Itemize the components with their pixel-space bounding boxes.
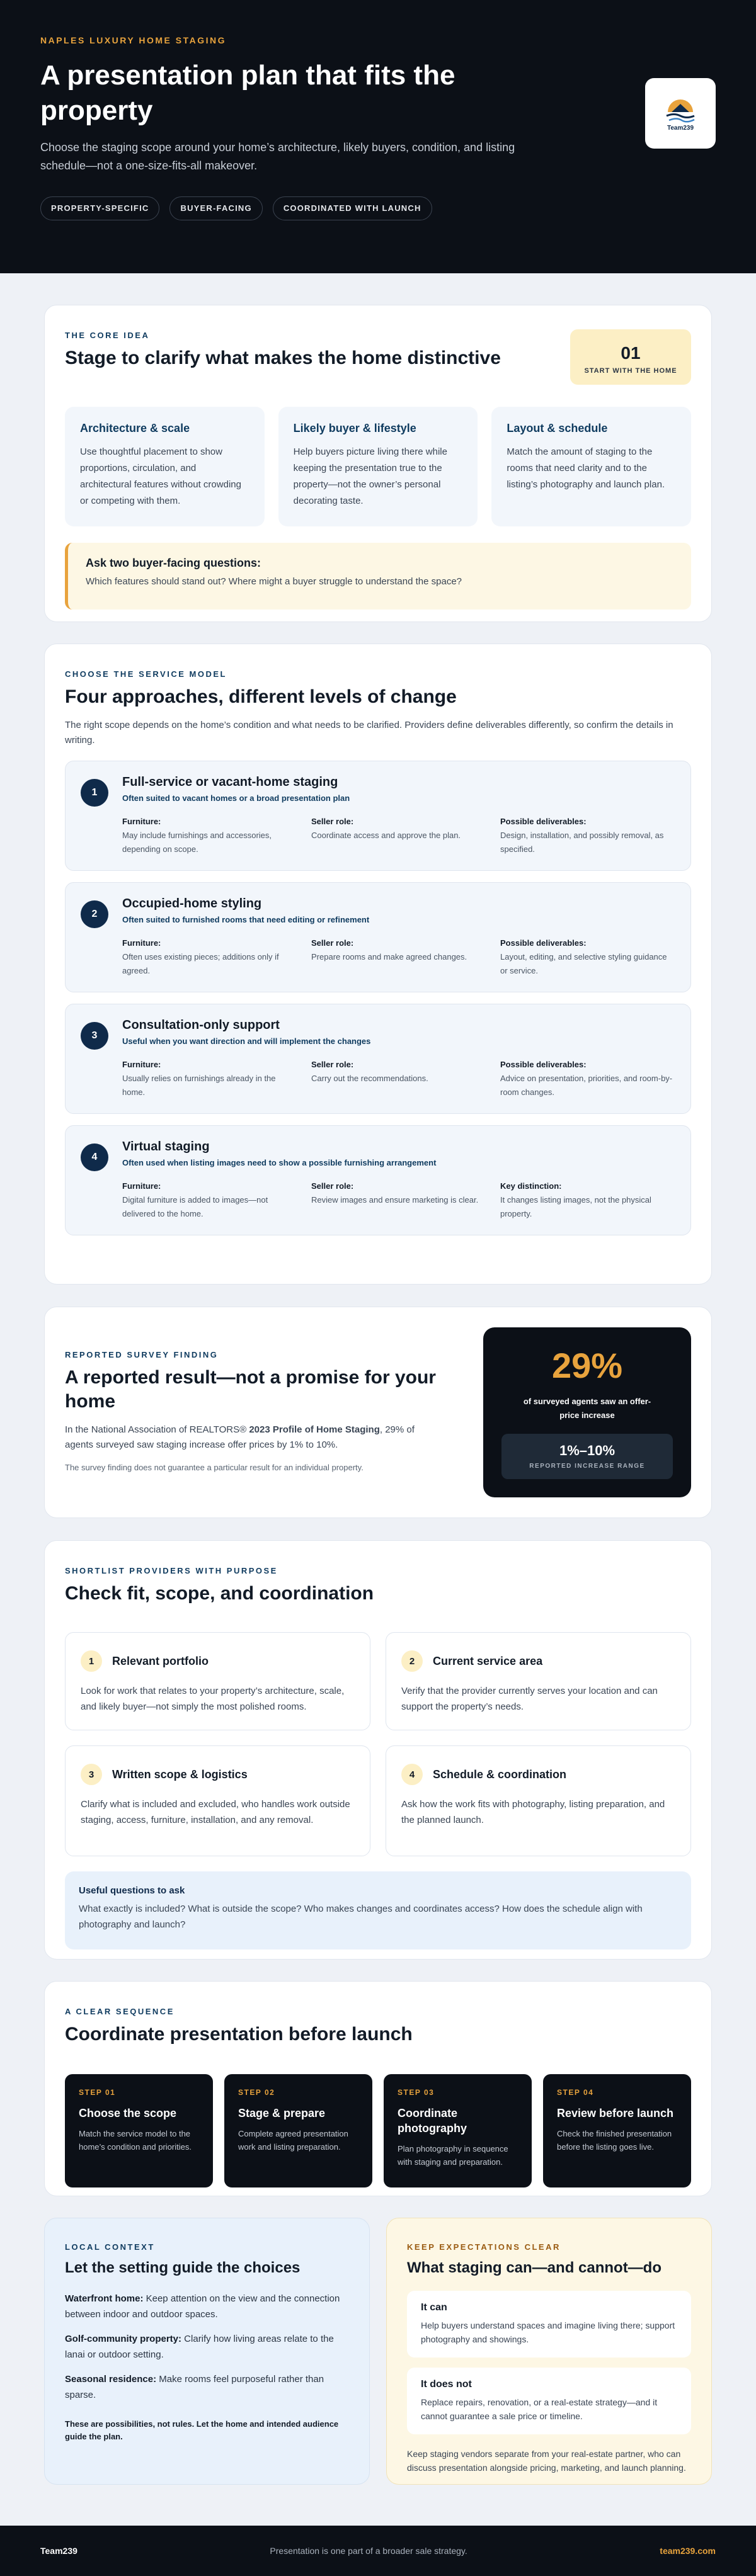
footer-link[interactable]: team239.com [660, 2546, 716, 2556]
detail-text: Coordinate access and approve the plan. [311, 831, 461, 840]
context-item: Golf-community property: Clarify how living areas relate to the lanai or outdoor setting. [65, 2334, 334, 2360]
detail-label: Furniture: [122, 1181, 161, 1191]
survey-section [44, 1307, 712, 1518]
range-value: 1%–10% [559, 1443, 616, 1458]
badge-number: 01 [621, 343, 641, 363]
service-title: Virtual staging [122, 1140, 210, 1154]
detail-label: Seller role: [311, 1181, 354, 1191]
stat-panel [483, 1327, 691, 1497]
service-details [122, 1060, 675, 1099]
detail-text: Advice on presentation, priorities, and room-by-room changes. [500, 1074, 673, 1097]
step-card [224, 2074, 372, 2187]
detail-text: Design, installation, and possibly removal, as specified. [500, 831, 664, 854]
step-text: Check the finished presentation before the listing goes live. [557, 2129, 672, 2152]
detail-label: Seller role: [311, 938, 354, 948]
checklist-text: Ask how the work fits with photography, listing preparation, and the planned launch. [401, 1799, 665, 1825]
expectations-panel [386, 2218, 712, 2485]
house-sun-icon [663, 96, 698, 123]
service-models-section [44, 644, 712, 1285]
step-title: Review before launch [557, 2107, 674, 2119]
step-title: Coordinate photography [398, 2107, 467, 2135]
detail-text: Review images and ensure marketing is clear. [311, 1195, 479, 1205]
survey-text: In the National Association of REALTORS® 2023 Profile of Home Staging, 29% of agents surveyed saw staging increase offer prices by 1% to 10%. [65, 1424, 415, 1450]
core-card [491, 407, 691, 526]
context-row [44, 2218, 712, 2485]
service-number: 3 [81, 1022, 108, 1050]
cannot-title: It does not [421, 2379, 472, 2390]
detail-label: Possible deliverables: [500, 1060, 587, 1069]
checklist-title: Relevant portfolio [112, 1654, 209, 1667]
service-card [65, 761, 691, 871]
stat-caption: of surveyed agents saw an offer-price increase [523, 1397, 651, 1420]
footer-tagline: Presentation is one part of a broader sale strategy. [270, 2546, 467, 2556]
detail-label: Furniture: [122, 938, 161, 948]
service-number: 1 [81, 779, 108, 807]
step-text: Complete agreed presentation work and listing preparation. [238, 2129, 348, 2152]
section-eyebrow: REPORTED SURVEY FINDING [65, 1350, 219, 1359]
section-intro: The right scope depends on the home’s condition and what needs to be clarified. Providers define deliverables differently, so confirm the details in writing. [65, 720, 673, 746]
footer-brand: Team239 [40, 2546, 77, 2556]
shortlist-section [44, 1540, 712, 1960]
service-details [122, 1181, 675, 1221]
checklist-number: 4 [401, 1764, 423, 1785]
cannot-box [407, 2368, 691, 2434]
provider-checklist [65, 1632, 691, 1856]
step-text: Plan photography in sequence with staging and preparation. [398, 2144, 508, 2167]
range-box [501, 1434, 673, 1479]
questions-box [65, 1871, 691, 1949]
checklist-card [65, 1632, 370, 1730]
service-number: 2 [81, 900, 108, 928]
page-title: A presentation plan that fits the property [40, 60, 455, 126]
callout-title: Ask two buyer-facing questions: [86, 557, 261, 569]
sequence-section [44, 1981, 712, 2196]
section-eyebrow: SHORTLIST PROVIDERS WITH PURPOSE [65, 1566, 278, 1575]
detail-text: Usually relies on furnishings already in the home. [122, 1074, 276, 1097]
section-title: Four approaches, different levels of change [65, 686, 457, 707]
step-list [65, 2074, 691, 2187]
checklist-title: Written scope & logistics [112, 1767, 248, 1781]
survey-note: The survey finding does not guarantee a particular result for an individual property. [65, 1463, 364, 1472]
step-card [384, 2074, 532, 2187]
core-card-title: Layout & schedule [507, 422, 608, 434]
checklist-text: Look for work that relates to your property’s architecture, scale, and likely buyer—not simply the most polished rooms. [81, 1686, 345, 1712]
checklist-card [65, 1745, 370, 1856]
footer [0, 2526, 756, 2576]
detail-label: Seller role: [311, 1060, 354, 1069]
chip: PROPERTY-SPECIFIC [40, 196, 159, 220]
hero [0, 0, 756, 273]
service-title: Consultation-only support [122, 1018, 280, 1032]
questions-title: Useful questions to ask [79, 1885, 185, 1896]
detail-label: Possible deliverables: [500, 817, 587, 826]
checklist-text: Clarify what is included and excluded, who handles work outside staging, access, furniture, installation, and any removal. [81, 1799, 350, 1825]
detail-text: Prepare rooms and make agreed changes. [311, 952, 467, 962]
service-title: Occupied-home styling [122, 897, 262, 911]
stat-value: 29% [551, 1346, 623, 1385]
detail-label: Seller role: [311, 817, 354, 826]
checklist-number: 1 [81, 1650, 102, 1672]
context-item: Waterfront home: Keep attention on the view and the connection between indoor and outdoor spaces. [65, 2293, 340, 2320]
core-card [65, 407, 265, 526]
can-title: It can [421, 2302, 447, 2313]
service-card [65, 882, 691, 992]
detail-label: Furniture: [122, 817, 161, 826]
service-card [65, 1004, 691, 1114]
section-title: A reported result—not a promise for your home [65, 1367, 436, 1412]
checklist-card [386, 1632, 691, 1730]
logo-wordmark: Team239 [667, 124, 694, 132]
step-title: Stage & prepare [238, 2107, 326, 2119]
core-card-title: Architecture & scale [80, 422, 190, 434]
chip: BUYER-FACING [169, 196, 262, 220]
service-details [122, 938, 675, 978]
step-text: Match the service model to the home’s condition and priorities. [79, 2129, 192, 2152]
step-label: STEP 01 [79, 2088, 116, 2097]
service-card [65, 1125, 691, 1235]
step-label: STEP 04 [557, 2088, 594, 2097]
section-eyebrow: LOCAL CONTEXT [65, 2242, 155, 2252]
cannot-text: Replace repairs, renovation, or a real-estate strategy—and it cannot guarantee a sale price or timeline. [421, 2397, 658, 2421]
checklist-text: Verify that the provider currently serves your location and can support the property’s needs. [401, 1686, 658, 1712]
step-badge [570, 329, 691, 385]
detail-text: Layout, editing, and selective styling guidance or service. [500, 952, 667, 975]
checklist-number: 2 [401, 1650, 423, 1672]
detail-text: Often uses existing pieces; additions only if agreed. [122, 952, 279, 975]
checklist-title: Schedule & coordination [433, 1767, 567, 1781]
detail-label: Key distinction: [500, 1181, 562, 1191]
context-note: These are possibilities, not rules. Let the home and intended audience guide the plan. [65, 2419, 339, 2441]
hero-lead: Choose the staging scope around your home’s architecture, likely buyers, condition, and listing schedule—not a one-size-fits-all makeover. [40, 141, 515, 172]
section-title: Coordinate presentation before launch [65, 2024, 413, 2045]
step-label: STEP 03 [398, 2088, 435, 2097]
checklist-card [386, 1745, 691, 1856]
detail-text: Carry out the recommendations. [311, 1074, 428, 1083]
step-card [65, 2074, 213, 2187]
local-context-panel [44, 2218, 370, 2485]
service-details [122, 817, 675, 856]
buyer-questions-callout [65, 543, 691, 610]
questions-text: What exactly is included? What is outside the scope? Who makes changes and coordinates access? How does the schedule align with photography and launch? [79, 1904, 643, 1930]
detail-label: Furniture: [122, 1060, 161, 1069]
callout-text: Which features should stand out? Where might a buyer struggle to understand the space? [86, 576, 462, 587]
detail-label: Possible deliverables: [500, 938, 587, 948]
chip-list [40, 196, 716, 220]
expectations-note: Keep staging vendors separate from your real-estate partner, who can discuss presentation alongside pricing, marketing, and launch planning. [407, 2449, 686, 2473]
section-eyebrow: CHOOSE THE SERVICE MODEL [65, 669, 227, 679]
badge-label: START WITH THE HOME [584, 367, 677, 375]
step-card [543, 2074, 691, 2187]
detail-text: Digital furniture is added to images—not delivered to the home. [122, 1195, 268, 1218]
report-title: 2023 Profile of Home Staging [249, 1424, 380, 1435]
service-subtitle: Often used when listing images need to show a possible furnishing arrangement [122, 1158, 437, 1167]
service-subtitle: Useful when you want direction and will implement the changes [122, 1036, 371, 1046]
checklist-number: 3 [81, 1764, 102, 1785]
core-card-text: Match the amount of staging to the rooms that need clarity and to the listing’s photography and launch plan. [507, 446, 665, 490]
service-number: 4 [81, 1143, 108, 1171]
core-card-text: Use thoughtful placement to show proportions, circulation, and architectural features without crowding or competing with them. [80, 446, 241, 506]
panel-title: Let the setting guide the choices [65, 2259, 301, 2276]
hero-eyebrow: NAPLES LUXURY HOME STAGING [40, 35, 226, 45]
service-subtitle: Often suited to furnished rooms that need editing or refinement [122, 915, 370, 924]
chip: COORDINATED WITH LAUNCH [273, 196, 432, 220]
core-card-title: Likely buyer & lifestyle [293, 422, 416, 434]
step-title: Choose the scope [79, 2107, 177, 2119]
core-card-text: Help buyers picture living there while keeping the presentation true to the property—not the owner’s personal decorating taste. [293, 446, 447, 506]
service-title: Full-service or vacant-home staging [122, 775, 338, 789]
panel-title: What staging can—and cannot—do [407, 2259, 662, 2276]
can-box [407, 2291, 691, 2358]
section-eyebrow: KEEP EXPECTATIONS CLEAR [407, 2242, 561, 2252]
can-text: Help buyers understand spaces and imagine living there; support photography and showings. [421, 2320, 675, 2344]
section-eyebrow: A CLEAR SEQUENCE [65, 2007, 175, 2016]
team239-logo[interactable] [645, 78, 716, 149]
checklist-title: Current service area [433, 1654, 543, 1667]
core-cards [65, 407, 691, 526]
section-title: Stage to clarify what makes the home distinctive [65, 348, 501, 368]
service-subtitle: Often suited to vacant homes or a broad presentation plan [122, 793, 350, 803]
range-label: REPORTED INCREASE RANGE [529, 1463, 645, 1470]
section-eyebrow: THE CORE IDEA [65, 331, 150, 340]
section-title: Check fit, scope, and coordination [65, 1583, 374, 1604]
detail-text: It changes listing images, not the physical property. [500, 1195, 651, 1218]
detail-text: May include furnishings and accessories, depending on scope. [122, 831, 272, 854]
core-idea-section [44, 305, 712, 622]
core-card [278, 407, 478, 526]
step-label: STEP 02 [238, 2088, 275, 2097]
context-item: Seasonal residence: Make rooms feel purposeful rather than sparse. [65, 2374, 324, 2400]
